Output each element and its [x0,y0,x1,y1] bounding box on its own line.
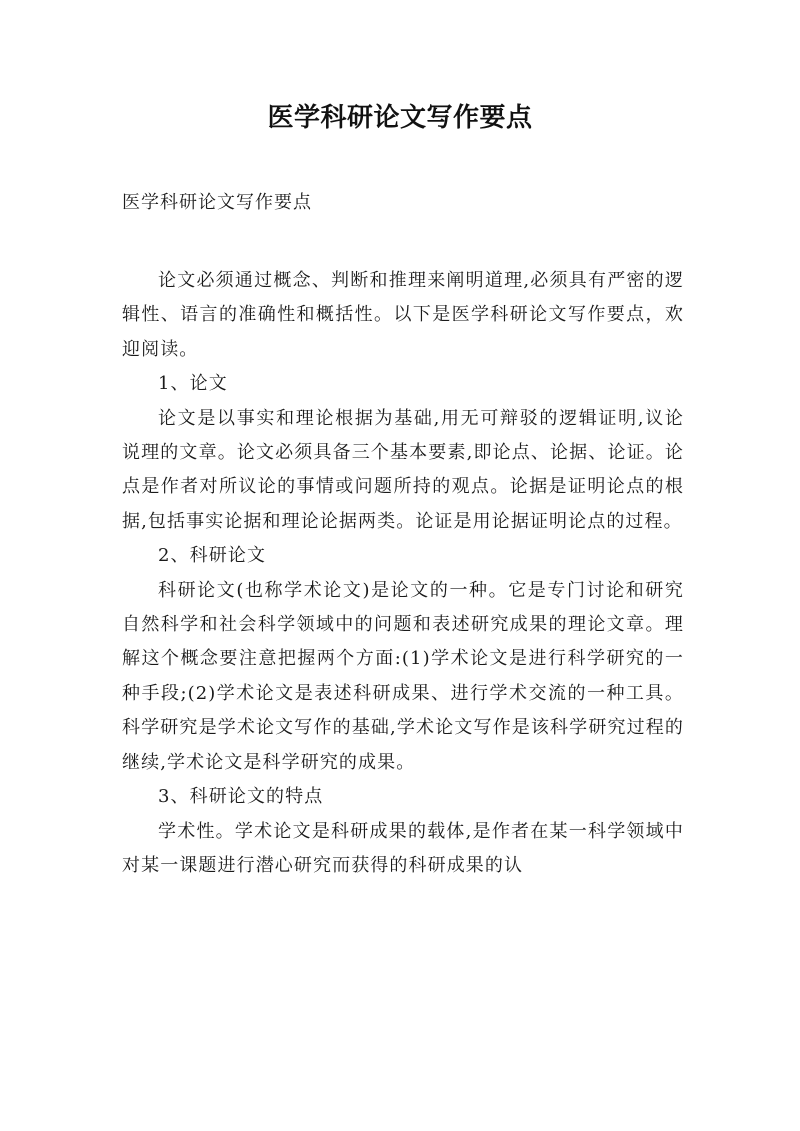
document-body [122,264,684,883]
document-subtitle: 医学科研论文写作要点 [122,192,312,213]
section-heading-keyan-lunwen: 2、科研论文 [158,545,267,567]
lunwen-paragraph: 论文是以事实和理论根据为基础,用无可辩驳的逻辑证明,议论说理的文章。论文必须具备三个基本要素,即论点、论据、论证。论点是作者对所议论的事情或问题所持的观点。论据是证明论点的根据,包括事实论据和理论论据两类。论证是用论据证明论点的过程。 [122,407,684,532]
keyan-lunwen-paragraph: 科研论文(也称学术论文)是论文的一种。它是专门讨论和研究自然科学和社会科学领域中的问题和表述研究成果的理论文章。理解这个概念要注意把握两个方面:(1)学术论文是进行科学研究的一种手段;(2)学术论文是表述科研成果、进行学术交流的一种工具。科学研究是学术论文写作的基础,学术论文写作是该科学研究过程的继续,学术论文是科学研究的成果。 [122,579,684,773]
document-title: 医学科研论文写作要点 [267,103,533,133]
intro-paragraph: 论文必须通过概念、判断和推理来阐明道理,必须具有严密的逻辑性、语言的准确性和概括性。以下是医学科研论文写作要点，欢迎阅读。 [122,270,684,360]
xueshuxing-paragraph: 学术性。学术论文是科研成果的载体,是作者在某一科学领域中对某一课题进行潜心研究而获得的科研成果的认 [122,820,684,876]
section-heading-lunwen: 1、论文 [158,373,228,395]
section-heading-tedian: 3、科研论文的特点 [158,786,324,808]
